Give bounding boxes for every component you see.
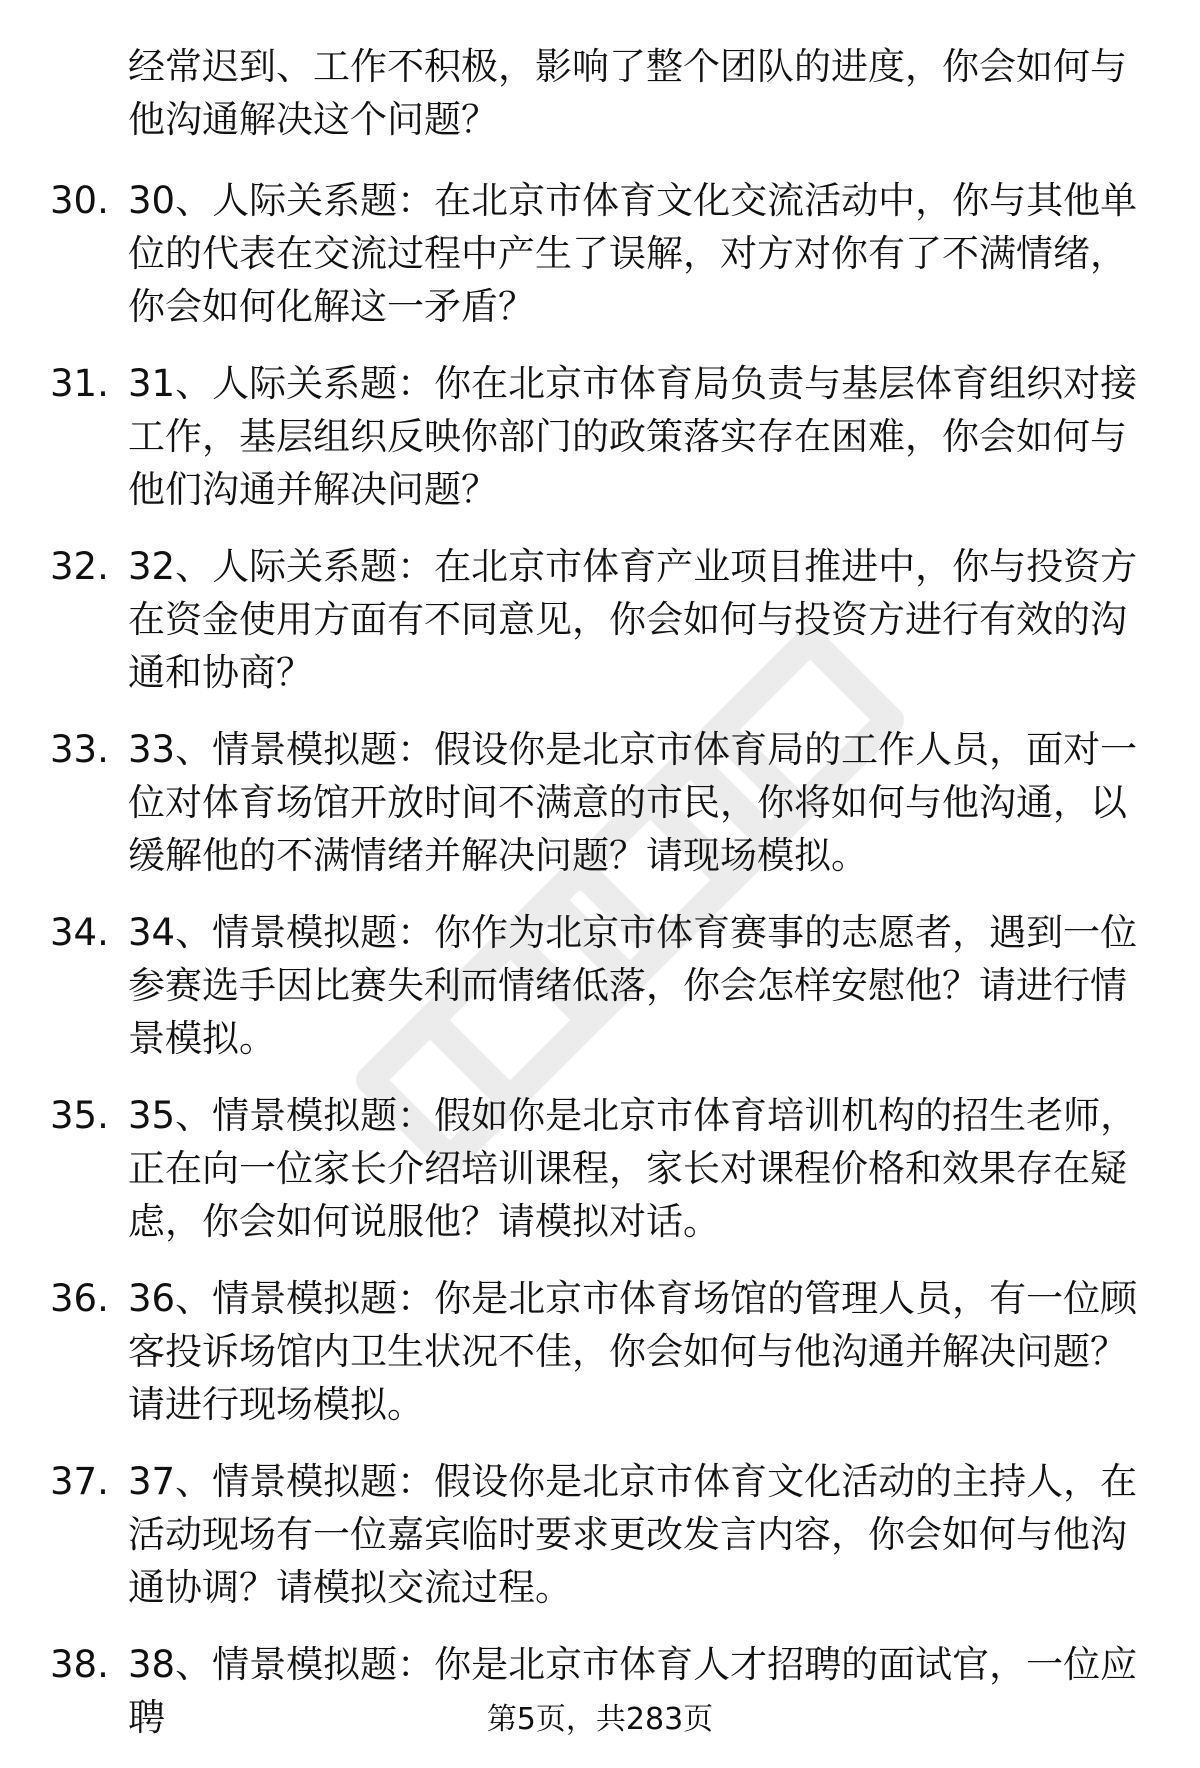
question-item <box>0 1089 1200 1248</box>
question-list <box>0 174 1200 1768</box>
question-item <box>0 1272 1200 1431</box>
question-text: 35、情景模拟题：假如你是北京市体育培训机构的招生老师，正在向一位家长介绍培训课程，家长对课程价格和效果存在疑虑，你会如何说服他？请模拟对话。 <box>128 1094 1138 1243</box>
question-number: 36. <box>50 1277 109 1320</box>
question-text: 32、人际关系题：在北京市体育产业项目推进中，你与投资方在资金使用方面有不同意见，你会如何与投资方进行有效的沟通和协商？ <box>128 545 1138 694</box>
question-text: 38、情景模拟题：你是北京市体育人才招聘的面试官，一位应聘 <box>128 1643 1138 1739</box>
question-number: 32. <box>50 545 109 588</box>
question-item <box>0 1455 1200 1614</box>
question-item <box>0 906 1200 1065</box>
question-text: 34、情景模拟题：你作为北京市体育赛事的志愿者，遇到一位参赛选手因比赛失利而情绪低落，你会怎样安慰他？请进行情景模拟。 <box>128 911 1138 1060</box>
continued-question-text: 经常迟到、工作不积极，影响了整个团队的进度，你会如何与他沟通解决这个问题？ <box>128 45 1127 141</box>
question-number: 35. <box>50 1094 109 1137</box>
question-number: 38. <box>50 1643 109 1686</box>
question-number: 30. <box>50 179 109 222</box>
question-item <box>0 723 1200 882</box>
question-text: 30、人际关系题：在北京市体育文化交流活动中，你与其他单位的代表在交流过程中产生了误解，对方对你有了不满情绪，你会如何化解这一矛盾？ <box>128 179 1138 328</box>
question-number: 33. <box>50 728 109 771</box>
question-text: 33、情景模拟题：假设你是北京市体育局的工作人员，面对一位对体育场馆开放时间不满意的市民，你将如何与他沟通，以缓解他的不满情绪并解决问题？请现场模拟。 <box>128 728 1138 877</box>
question-number: 31. <box>50 362 109 405</box>
question-text: 37、情景模拟题：假设你是北京市体育文化活动的主持人，在活动现场有一位嘉宾临时要求更改发言内容，你会如何与他沟通协调？请模拟交流过程。 <box>128 1460 1138 1609</box>
question-item <box>0 174 1200 333</box>
question-number: 37. <box>50 1460 109 1503</box>
page-footer: 第5页，共283页 <box>486 1702 714 1737</box>
question-text: 31、人际关系题：你在北京市体育局负责与基层体育组织对接工作，基层组织反映你部门的政策落实存在困难，你会如何与他们沟通并解决问题？ <box>128 362 1138 511</box>
question-number: 34. <box>50 911 109 954</box>
question-text: 36、情景模拟题：你是北京市体育场馆的管理人员，有一位顾客投诉场馆内卫生状况不佳，你会如何与他沟通并解决问题？请进行现场模拟。 <box>128 1277 1138 1426</box>
question-item <box>0 357 1200 516</box>
question-item <box>0 540 1200 699</box>
